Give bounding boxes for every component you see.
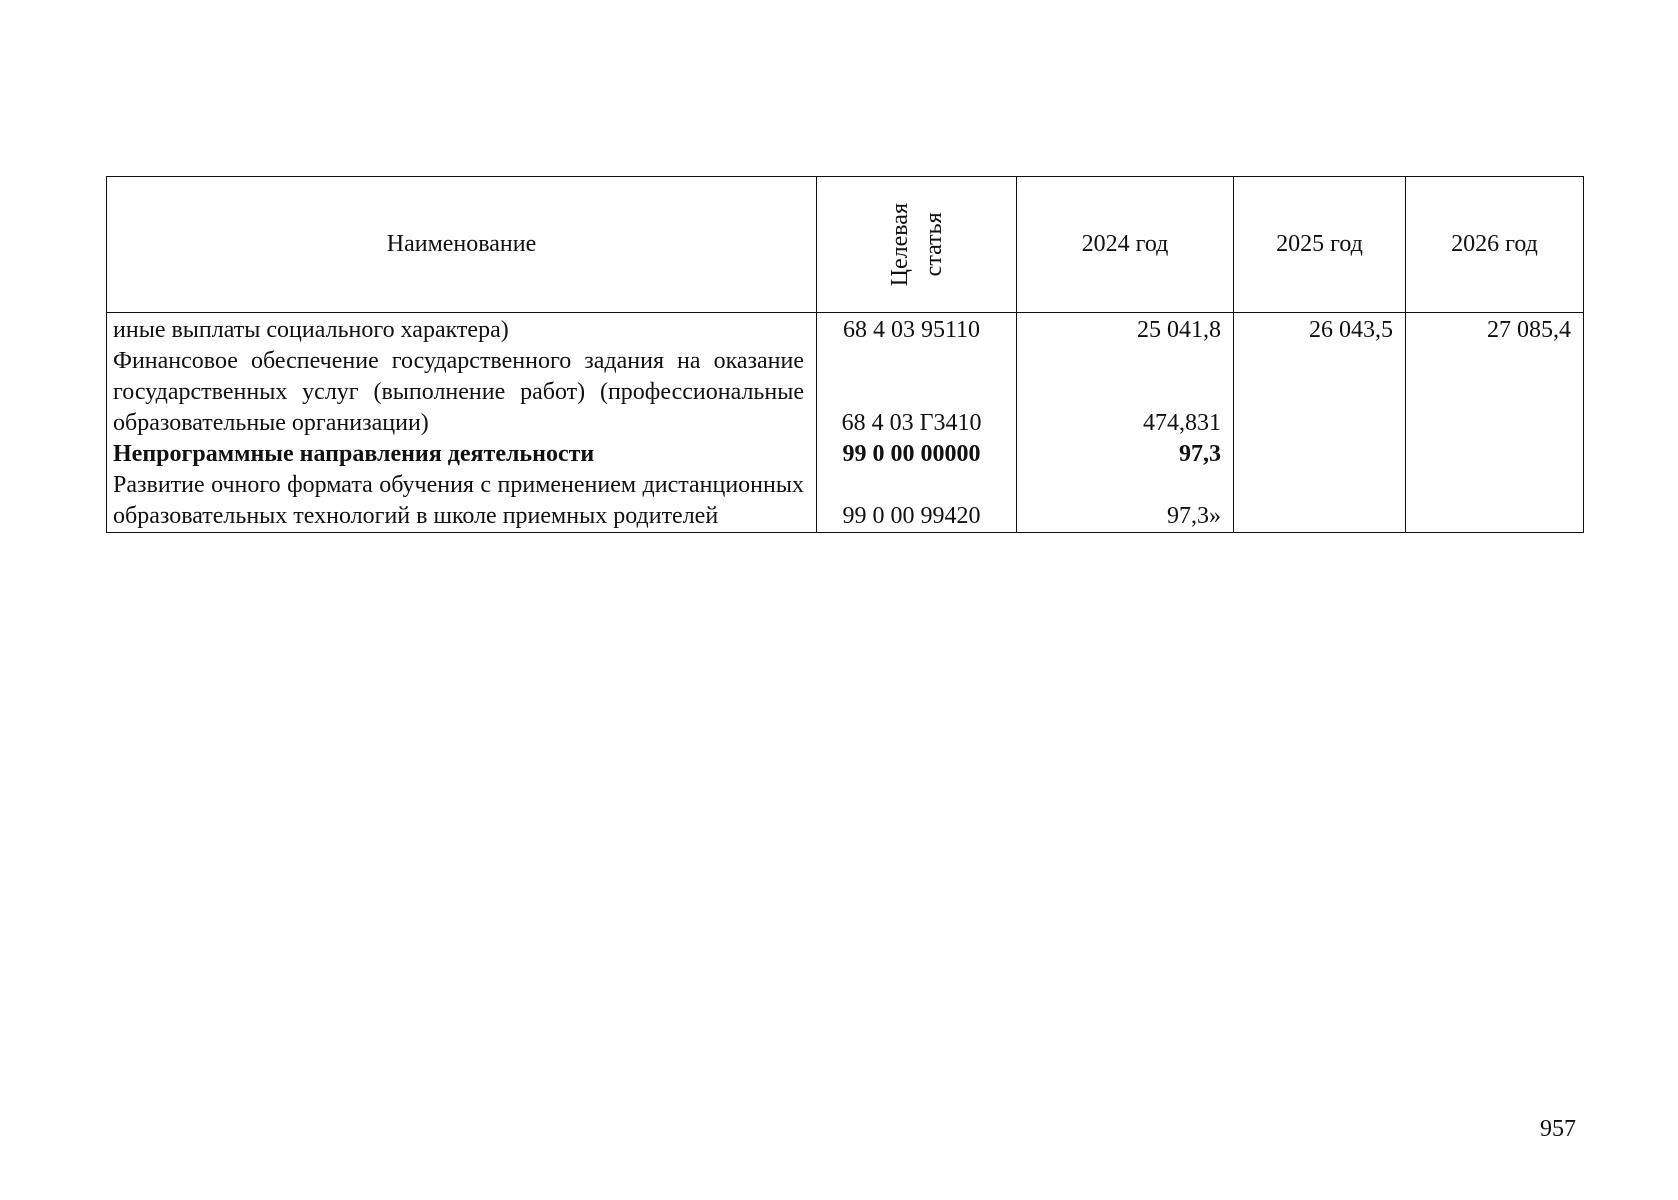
page-number: 957 [1540,1116,1576,1142]
row-name: Финансовое обеспечение государственного задания на оказание государственных услуг (выполнение работ) (профессиональные образовательные организации) [107,346,817,439]
row-2024: 474,831 [1017,346,1234,439]
header-2026: 2026 год [1406,177,1584,313]
row-2025 [1234,346,1406,439]
header-code: Целевая статья [886,202,947,287]
table-row-section [107,439,1584,470]
table-row [107,346,1584,439]
header-2025: 2025 год [1234,177,1406,313]
row-2025 [1234,470,1406,533]
row-code: 68 4 03 Г3410 [817,346,1017,439]
row-2024: 97,3 [1017,439,1234,470]
row-name: Развитие очного формата обучения с применением дистанционных образовательных технологий в школе приемных родителей [107,470,817,533]
budget-table [106,176,1584,533]
row-2026 [1406,439,1584,470]
header-2024: 2024 год [1017,177,1234,313]
table-row [107,313,1584,347]
row-2025: 26 043,5 [1234,313,1406,347]
row-name: иные выплаты социального характера) [107,313,817,347]
header-code-cell [817,177,1017,313]
row-name: Непрограммные направления деятельности [107,439,817,470]
table-header-row [107,177,1584,313]
row-2026 [1406,346,1584,439]
header-name: Наименование [107,177,817,313]
row-2024: 25 041,8 [1017,313,1234,347]
row-2026 [1406,470,1584,533]
row-code: 99 0 00 99420 [817,470,1017,533]
row-2026: 27 085,4 [1406,313,1584,347]
row-code: 99 0 00 00000 [817,439,1017,470]
table-row [107,470,1584,533]
row-2025 [1234,439,1406,470]
row-code: 68 4 03 95110 [817,313,1017,347]
row-2024: 97,3» [1017,470,1234,533]
